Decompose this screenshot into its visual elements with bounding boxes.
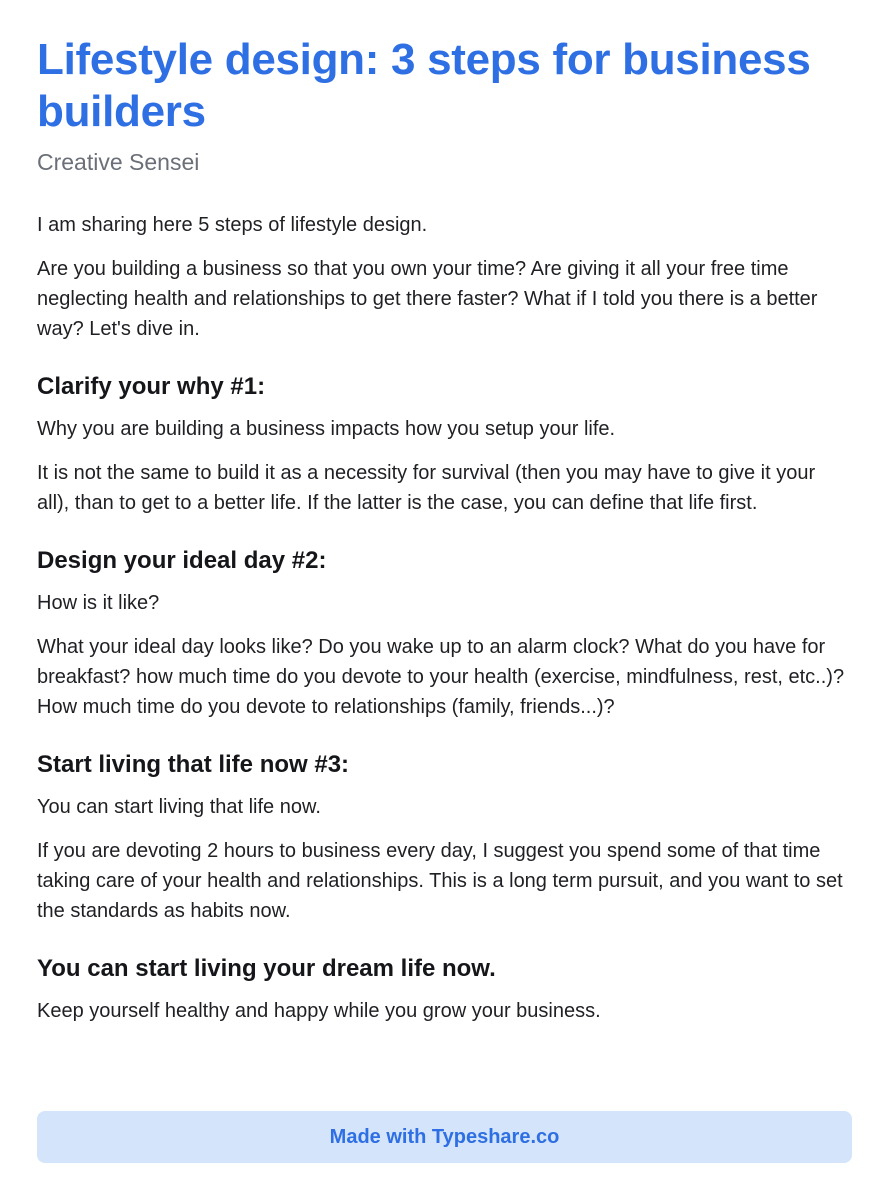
section-heading: You can start living your dream life now. [37, 955, 496, 982]
section-heading: Design your ideal day #2: [37, 547, 327, 574]
intro-paragraph: I am sharing here 5 steps of lifestyle design. [37, 214, 428, 236]
section-paragraph: It is not the same to build it as a necessity for survival (then you may have to give it your all), than to get to a better life. If the latter is the case, you can define that life first. [37, 462, 816, 514]
post-author: Creative Sensei [37, 149, 200, 175]
intro-paragraph: Are you building a business so that you own your time? Are giving it all your free time neglecting health and relationships to get there faster? What if I told you there is a better way? Let's dive in. [37, 258, 818, 340]
section-paragraph: Keep yourself healthy and happy while you grow your business. [37, 1000, 601, 1022]
section-paragraph: How is it like? [37, 592, 160, 614]
section-paragraph: Why you are building a business impacts how you setup your life. [37, 418, 616, 440]
section-heading: Start living that life now #3: [37, 751, 350, 778]
post-title: Lifestyle design: 3 steps for business builders [37, 35, 811, 136]
post-body [37, 210, 852, 1026]
section-paragraph: You can start living that life now. [37, 796, 321, 818]
section-heading: Clarify your why #1: [37, 373, 266, 400]
made-with-typeshare-link[interactable]: Made with Typeshare.co [37, 1111, 852, 1163]
section-paragraph: If you are devoting 2 hours to business every day, I suggest you spend some of that time taking care of your health and relationships. This is a long term pursuit, and you want to set the standards as habits now. [37, 840, 843, 922]
section-paragraph: What your ideal day looks like? Do you wake up to an alarm clock? What do you have for breakfast? how much time do you devote to your health (exercise, mindfulness, rest, etc..)? How much time do you devote to relationships (family, friends...)? [37, 636, 845, 718]
